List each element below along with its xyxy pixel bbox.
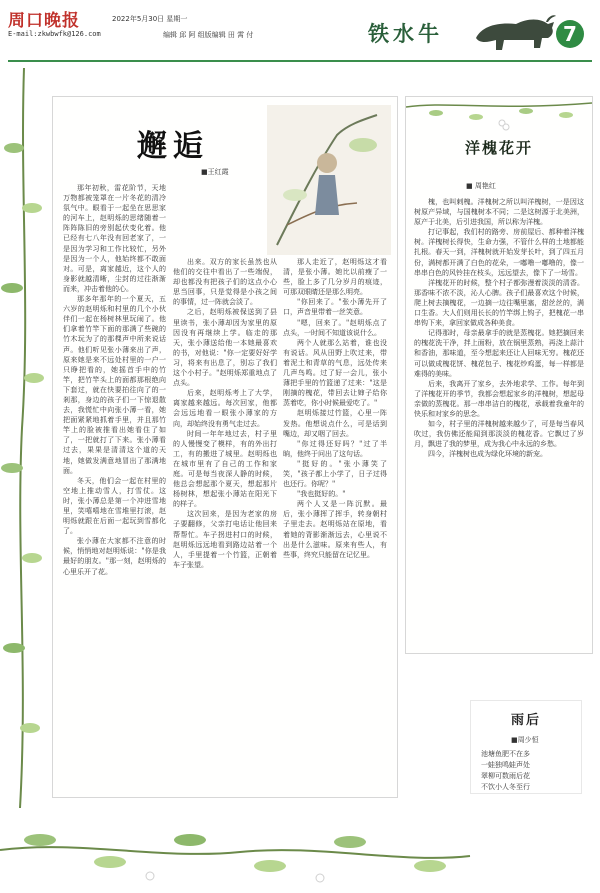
- paragraph: 打记事起，我们村的路旁、房前屋后、都种着洋槐树。洋槐树长得快，生命力强，不管什么样的土地都能扎根。春天一到，洋槐树就开始发芽长叶，到了四五月份，满树都开满了白色的花朵，一嘟噜一嘟噜的，像一串串白色的风铃挂在枝头，远远望去，像下了一场雪。: [414, 228, 584, 277]
- plant-border-left: [0, 68, 48, 808]
- paragraph: 之后，赵明烁被保送到了县里读书，张小薄却因为家里的原因没有再继续上学。临走的那天，张小薄送给他一本她最喜欢的书，对他说："你一定要好好学习，将来有出息了，别忘了我们这个小村子。"赵明烁郑重地点了点头。: [173, 308, 277, 388]
- paragraph: 两个人就那么站着，谁也没有说话。风从田野上吹过来，带着泥土和青草的气息，远处传来几声鸟鸣。过了好一会儿，张小薄把手里的竹篮递了过来："这是刚摘的槐花，带回去让婶子给你蒸着吃，你小时候最爱吃了。": [283, 338, 387, 408]
- poem-lines: [481, 749, 573, 793]
- masthead: 周口晚报: [8, 11, 80, 31]
- paragraph: "你过得还好吗？"过了半晌，他终于问出了这句话。: [283, 439, 387, 458]
- section-title: 铁水牛: [368, 21, 443, 46]
- main-article: [52, 96, 398, 798]
- issue-date: 2022年5月30日 星期一: [112, 15, 188, 23]
- paragraph: 四今，洋槐树也成为绿化环境的新宠。: [428, 450, 547, 459]
- iron-ox-icon: [468, 8, 558, 58]
- email-address: E-mail:zkwbwfk@126.com: [8, 30, 101, 38]
- paragraph: 这次回来，是因为老家的房子要翻修，父亲打电话让他回来帮帮忙。车子拐进村口的时候，赵明烁远远地看到路边站着一个人，手里提着一个竹篮，正朝着车子张望。: [173, 510, 277, 569]
- paragraph: 记得那时，母亲最拿手的就是蒸槐花。她把摘回来的槐花洗干净，拌上面粉，放在锅里蒸熟，再浇上蒜汁和香油，那味道，至今想起来还让人回味无穷。槐花还可以做成槐花饼、槐花包子、槐花炒鸡蛋，每一样都是难得的美味。: [414, 329, 584, 378]
- paragraph: 如今，村子里的洋槐树越来越少了，可是每当春风吹过，我仿佛还能闻到那淡淡的槐花香。它飘过了岁月，飘进了我的梦里，成为我心中永远的乡愁。: [414, 420, 584, 449]
- paragraph: 后来，我离开了家乡，去外地求学、工作。每年到了洋槐花开的季节，我都会想起家乡的洋槐树，想起母亲做的蒸槐花。那一串串洁白的槐花，承载着我童年的快乐和对家乡的思念。: [414, 379, 584, 418]
- side-article-title: 洋槐花开: [464, 139, 533, 157]
- plant-border-bottom: [0, 780, 600, 893]
- side-article-body: [414, 197, 584, 647]
- paragraph: 洋槐花开的时候，整个村子都弥漫着淡淡的清香。那香味不浓不淡，沁人心脾。孩子们最喜欢这个时候，爬上树去摘槐花，一边摘一边往嘴里塞，甜丝丝的，满口生香。大人们则用长长的竹竿绑上钩子，把槐花一串串钩下来，拿回家做成各种美食。: [414, 278, 584, 328]
- poem-line: 翠柳可数雨后花: [481, 772, 530, 780]
- poem-box: [470, 700, 582, 794]
- paragraph: "挺好的。"张小薄笑了笑，"孩子都上小学了，日子过得也还行。你呢？": [283, 459, 387, 489]
- page-header: [0, 0, 600, 68]
- paragraph: 两个人又是一阵沉默。最后，张小薄挥了挥手，转身朝村子里走去。赵明烁站在原地，看着她的背影渐渐远去，心里说不出是什么滋味。原来有些人，有些事，终究只能留在记忆里。: [283, 500, 387, 559]
- blossom-branch-icon: [406, 97, 592, 133]
- paragraph: 那多年那年的一个夏天，五六岁的赵明烁和村里的几个小伙伴们一起在杨树林里玩闹了。他们拿着竹竿下面的那满了些碗的竹木玩为了的那棵声中所来说话声。他们听见张小薄来出了声，原来她是来不远处村里的一户一只睁把看的，她摇首手中的竹竿，把竹竿头上的面都那根绝向下套过，就在快要拍往向了的一剎那，身边的孩子们一下惊退散去，我慌忙中向张小薄一看，她把面紧紧地抓着手里，并且那竹竿上的脸被推看出她看住了如了，一把就打了下来。张小薄看过去，果果是清清这个道的天地，她做发满意地冒出了那满地面。: [63, 295, 166, 475]
- poem-line: 一蛙独鸣蛙声处: [481, 761, 530, 769]
- paragraph: "嗯，回来了。"赵明烁点了点头，一时间不知道该说什么。: [283, 318, 387, 337]
- article-title: 邂逅: [137, 129, 209, 164]
- editors-line: 编辑 邱 阿 组版编辑 田 霄 付: [163, 31, 254, 39]
- side-article-byline: ■ 周艳红: [466, 182, 496, 190]
- paragraph: 那年初秋，雷花阶节，天地万物都被笼罩在一片冬花的清冷氛气中。眼看于一起坐在思思家的河车上，赵明烁的思绪随着一阵阵陈旧的旁别起伏变化着。他已经有七八年没有回老家了，一是因为学习和工作比较忙，另外是因为一个人，他始终都不敢面对。可是，离家越近，这个人的身影就越清晰，尘封的过往渐渐而来，冲击着他的心。: [63, 184, 166, 293]
- paragraph: 后来，赵明烁考上了大学，离家越来越远。每次回家，他都会远远地看一眼张小薄家的方向，却始终没有勇气走过去。: [173, 389, 277, 428]
- paragraph: 槐，也叫刺槐。洋槐树之所以叫洋槐树，一是因这树原产异域，与国槐树本不同；二是这树源于北美洲，原产于北美，后引进我国，所以称为洋槐。: [414, 198, 584, 227]
- paragraph: "我也挺好的。": [297, 490, 346, 499]
- paragraph: 那人走近了，赵明烁这才看清，是张小薄。她比以前瘦了一些，脸上多了几分岁月的痕迹，可那双眼睛还是那么明亮。: [283, 258, 387, 297]
- paragraph: 出来。双方的家长虽然也从他们的交往中看出了一些端倪，却也都没有把孩子们的这点小心思当回事，只是觉得是小孩之间的事情，过一阵就会淡了。: [173, 258, 277, 307]
- article-illustration: [267, 105, 391, 255]
- poem-line: 不饮小人冬至行: [481, 783, 530, 791]
- article-column-3: [283, 257, 387, 791]
- page-number-badge: 7: [556, 20, 584, 48]
- paragraph: 赵明烁接过竹篮，心里一阵发热。他想说点什么，可是话到嘴边，却又咽了回去。: [283, 409, 387, 438]
- poem-title: 雨后: [510, 713, 541, 728]
- poem-byline: ■周少恒: [511, 736, 539, 744]
- paragraph: 时间一年年地过去，村子里的人慢慢变了模样，有的外出打工，有的搬进了城里。赵明烁也在城市里有了自己的工作和家庭。可是每当夜深人静的时候，他总会想起那个夏天，想起那片杨树林，想起张小薄站在阳光下的样子。: [173, 429, 277, 509]
- paragraph: "你回来了。"张小薄先开了口，声音里带着一丝笑意。: [283, 298, 387, 317]
- header-rule: [8, 60, 592, 62]
- article-column-2: [173, 257, 277, 791]
- poem-line: 池塘鱼肥不在多: [481, 750, 530, 758]
- article-column-1: [63, 183, 166, 791]
- paragraph: 冬天，他们会一起在村里的空地上推动雪人，打雪仗。这时，张小薄总是第一个冲进雪地里，笑嘻嘻地在雪堆里打滚，赵明烁就跟在后面一起玩到雪都化了。: [63, 476, 166, 536]
- paragraph: 张小薄在大家都不注意的时候，悄悄地对赵明烁说："你是我最好的朋友。"那一刻，赵明烁的心里乐开了花。: [63, 537, 166, 576]
- side-article: [405, 96, 593, 654]
- article-byline: ■王红霞: [201, 168, 229, 176]
